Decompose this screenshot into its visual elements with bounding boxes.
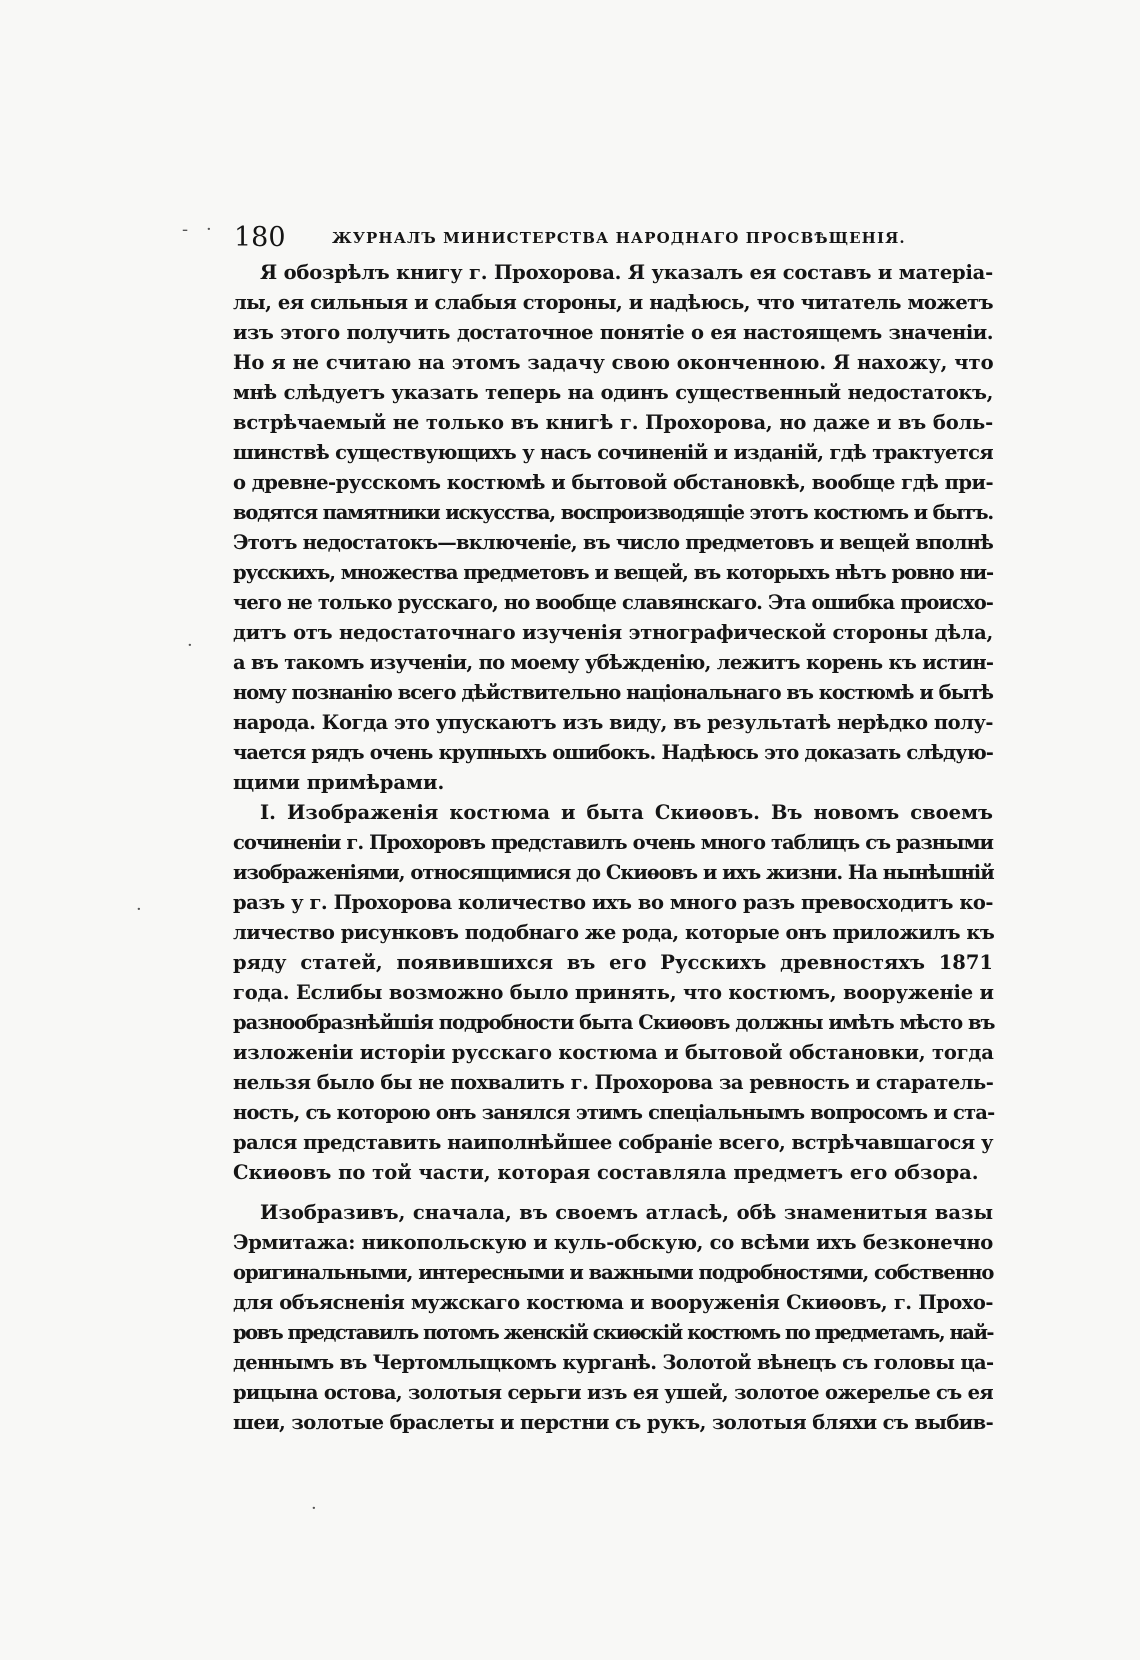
text-line: чего не только русскаго, но вообще славянскаго. Эта ошибка происхо- — [233, 591, 993, 614]
text-line: изложеніи исторіи русскаго костюма и бытовой обстановки, тогда — [233, 1041, 994, 1064]
text-line: Эрмитажа: никопольскую и куль-обскую, со всѣми ихъ безконечно — [233, 1231, 993, 1254]
text-line: шеи, золотые браслеты и перстни съ рукъ, золотыя бляхи съ выбив- — [233, 1411, 994, 1434]
text-line: разнообразнѣйшія подробности быта Скиѳовъ должны имѣть мѣсто въ — [233, 1011, 995, 1034]
text-line: нельзя было бы не похвалить г. Прохорова за ревность и старатель- — [233, 1071, 994, 1094]
text-line: сочиненіи г. Прохоровъ представилъ очень много таблицъ съ разными — [233, 831, 993, 854]
text-line: рицына остова, золотыя серьги изъ ея ушей, золотое ожерелье съ ея — [233, 1381, 993, 1404]
text-line: щими примѣрами. — [233, 771, 445, 794]
text-line: лы, ея сильныя и слабыя стороны, и надѣюсь, что читатель можетъ — [233, 291, 993, 314]
text-line: водятся памятники искусства, воспроизводящіе этотъ костюмъ и бытъ. — [233, 501, 993, 524]
section-heading-line: I. Изображенія костюма и быта Скиѳовъ. Въ новомъ своемъ — [260, 801, 993, 824]
text-line: шинствѣ существующихъ у насъ сочиненій и изданій, гдѣ трактуется — [233, 441, 993, 464]
text-line: мнѣ слѣдуетъ указать теперь на одинъ существенный недостатокъ, — [233, 381, 993, 404]
text-line: разъ у г. Прохорова количество ихъ во много разъ превосходитъ ко- — [233, 891, 993, 914]
text-line: изображеніями, относящимися до Скиѳовъ и ихъ жизни. На нынѣшній — [233, 861, 994, 884]
text-line: для объясненія мужскаго костюма и вооруженія Скиѳовъ, г. Прохо- — [233, 1291, 993, 1314]
text-line: года. Еслибы возможно было принять, что костюмъ, вооруженіе и — [233, 981, 994, 1004]
running-head: ЖУРНАЛЪ МИНИСТЕРСТВА НАРОДНАГО ПРОСВѢЩЕНІЯ. — [332, 229, 906, 247]
text-line: личество рисунковъ подобнаго же рода, которые онъ приложилъ къ — [233, 921, 995, 944]
text-line: русскихъ, множества предметовъ и вещей, въ которыхъ нѣтъ ровно ни- — [233, 561, 993, 584]
text-line: ность, съ которою онъ занялся этимъ спеціальнымъ вопросомъ и ста- — [233, 1101, 995, 1124]
text-line: чается рядъ очень крупныхъ ошибокъ. Надѣюсь это доказать слѣдую- — [233, 741, 993, 764]
text-line: Скиѳовъ по той части, которая составляла предметъ его обзора. — [233, 1161, 979, 1184]
page-number: 180 — [234, 222, 286, 253]
text-line: о древне-русскомъ костюмѣ и бытовой обстановкѣ, вообще гдѣ при- — [233, 471, 994, 494]
text-line: ровъ представилъ потомъ женскій скиѳскій костюмъ по предметамъ, най- — [233, 1321, 993, 1344]
text-line: ному познанію всего дѣйствительно національнаго въ костюмѣ и бытѣ — [233, 681, 993, 704]
text-line: деннымъ въ Чертомлыцкомъ курганѣ. Золотой вѣнецъ съ головы ца- — [233, 1351, 994, 1374]
text-line: а въ такомъ изученіи, по моему убѣжденію, лежитъ корень къ истин- — [233, 651, 994, 674]
page-header — [234, 220, 906, 256]
text-line: оригинальными, интересными и важными подробностями, собственно — [233, 1261, 994, 1284]
text-line: Я обозрѣлъ книгу г. Прохорова. Я указалъ ея составъ и матеріа- — [260, 261, 993, 284]
text-line: народа. Когда это упускаютъ изъ виду, въ результатѣ нерѣдко полу- — [233, 711, 993, 734]
scan-speck: - — [182, 219, 189, 240]
text-line: Но я не считаю на этомъ задачу свою оконченною. Я нахожу, что — [233, 351, 994, 374]
scan-speck: · — [136, 899, 142, 920]
scan-speck: · — [311, 1498, 317, 1519]
text-line: рался представить наиполнѣйшее собраніе всего, встрѣчавшагося у — [233, 1131, 993, 1154]
text-line: ряду статей, появившихся въ его Русскихъ древностяхъ 1871 — [233, 951, 993, 974]
text-line: дитъ отъ недостаточнаго изученія этнографической стороны дѣла, — [233, 621, 993, 644]
scan-speck: · — [187, 635, 193, 656]
text-line: Этотъ недостатокъ—включеніе, въ число предметовъ и вещей вполнѣ — [233, 531, 993, 554]
scan-speck: · — [206, 219, 212, 240]
text-line: встрѣчаемый не только въ книгѣ г. Прохорова, но даже и въ боль- — [233, 411, 993, 434]
text-line: Изобразивъ, сначала, въ своемъ атласѣ, обѣ знаменитыя вазы — [260, 1201, 993, 1224]
text-line: изъ этого получить достаточное понятіе о ея настоящемъ значеніи. — [233, 321, 993, 344]
